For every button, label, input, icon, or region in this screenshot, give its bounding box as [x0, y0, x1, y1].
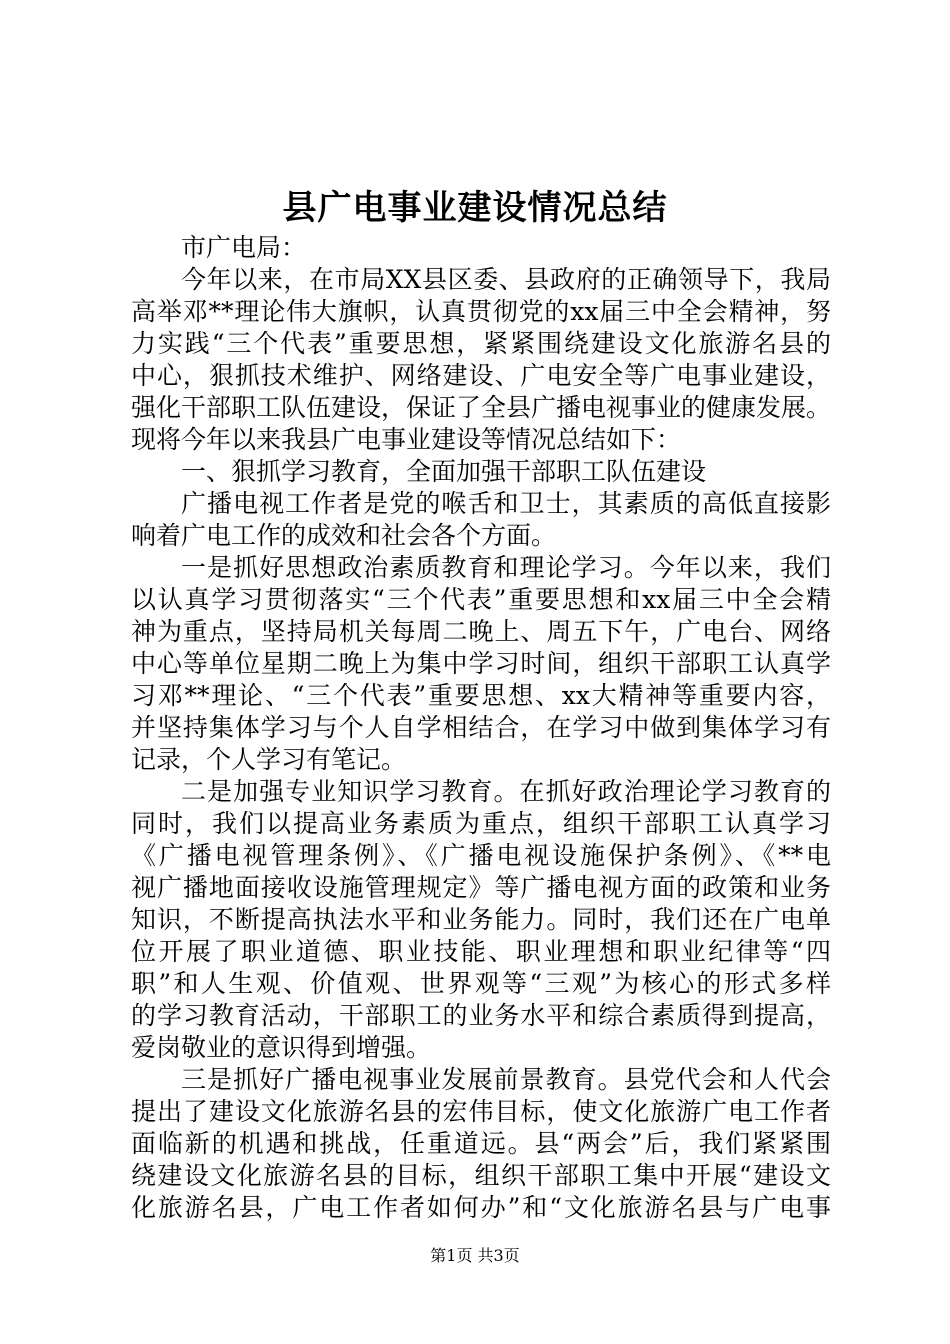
body-text-line: 中心等单位星期二晚上为集中学习时间，组织干部职工认真学 [131, 649, 831, 678]
body-text-line: 习邓**理论、“三个代表”重要思想、xx大精神等重要内容， [131, 681, 831, 710]
body-text-line: 并坚持集体学习与个人自学相结合，在学习中做到集体学习有 [131, 713, 831, 742]
body-text-line: 提出了建设文化旅游名县的宏伟目标，使文化旅游广电工作者 [131, 1097, 831, 1126]
body-text-line: 同时，我们以提高业务素质为重点，组织干部职工认真学习 [131, 809, 831, 838]
body-text-line: 位开展了职业道德、职业技能、职业理想和职业纪律等“四 [131, 937, 831, 966]
document-body [131, 232, 831, 1224]
body-text-line: 绕建设文化旅游名县的目标，组织干部职工集中开展“建设文 [131, 1161, 831, 1190]
body-text-line: 二是加强专业知识学习教育。在抓好政治理论学习教育的 [181, 777, 831, 806]
body-text-line: 的学习教育活动，干部职工的业务水平和综合素质得到提高， [131, 1001, 831, 1030]
body-text-line: 中心，狠抓技术维护、网络建设、广电安全等广电事业建设， [131, 361, 831, 390]
body-text-line: 知识，不断提高执法水平和业务能力。同时，我们还在广电单 [131, 905, 831, 934]
body-text-line: 《广播电视管理条例》、《广播电视设施保护条例》、《**电 [131, 841, 831, 870]
body-text-line: 响着广电工作的成效和社会各个方面。 [131, 521, 557, 550]
body-text-line: 神为重点，坚持局机关每周二晚上、周五下午，广电台、网络 [131, 617, 831, 646]
body-text-line: 一是抓好思想政治素质教育和理论学习。今年以来，我们 [181, 553, 831, 582]
body-text-line: 视广播地面接收设施管理规定》等广播电视方面的政策和业务 [131, 873, 831, 902]
document-title: 县广电事业建设情况总结 [282, 188, 668, 228]
body-text-line: 职”和人生观、价值观、世界观等“三观”为核心的形式多样 [131, 969, 831, 998]
body-text-line: 广播电视工作者是党的喉舌和卫士，其素质的高低直接影 [181, 489, 831, 518]
body-text-line: 现将今年以来我县广电事业建设等情况总结如下： [131, 425, 682, 454]
body-text-line: 记录，个人学习有笔记。 [131, 745, 407, 774]
body-text-line: 以认真学习贯彻落实“三个代表”重要思想和xx届三中全会精 [131, 585, 831, 614]
body-text-line: 一、狠抓学习教育，全面加强干部职工队伍建设 [181, 457, 707, 486]
body-text-line: 爱岗敬业的意识得到增强。 [131, 1033, 432, 1062]
body-text-line: 力实践“三个代表”重要思想，紧紧围绕建设文化旅游名县的 [131, 329, 831, 358]
page-number: 第1页 共3页 [430, 1246, 520, 1265]
body-text-line: 强化干部职工队伍建设，保证了全县广播电视事业的健康发展。 [131, 393, 832, 422]
body-text-line: 今年以来，在市局XX县区委、县政府的正确领导下，我局 [181, 265, 831, 294]
body-text-line: 三是抓好广播电视事业发展前景教育。县党代会和人代会 [181, 1065, 831, 1094]
body-text-line: 高举邓**理论伟大旗帜，认真贯彻党的xx届三中全会精神，努 [131, 297, 831, 326]
body-text-line: 市广电局： [181, 233, 307, 262]
body-text-line: 面临新的机遇和挑战，任重道远。县“两会”后，我们紧紧围 [131, 1129, 831, 1158]
body-text-line: 化旅游名县，广电工作者如何办”和“文化旅游名县与广电事 [131, 1193, 831, 1222]
